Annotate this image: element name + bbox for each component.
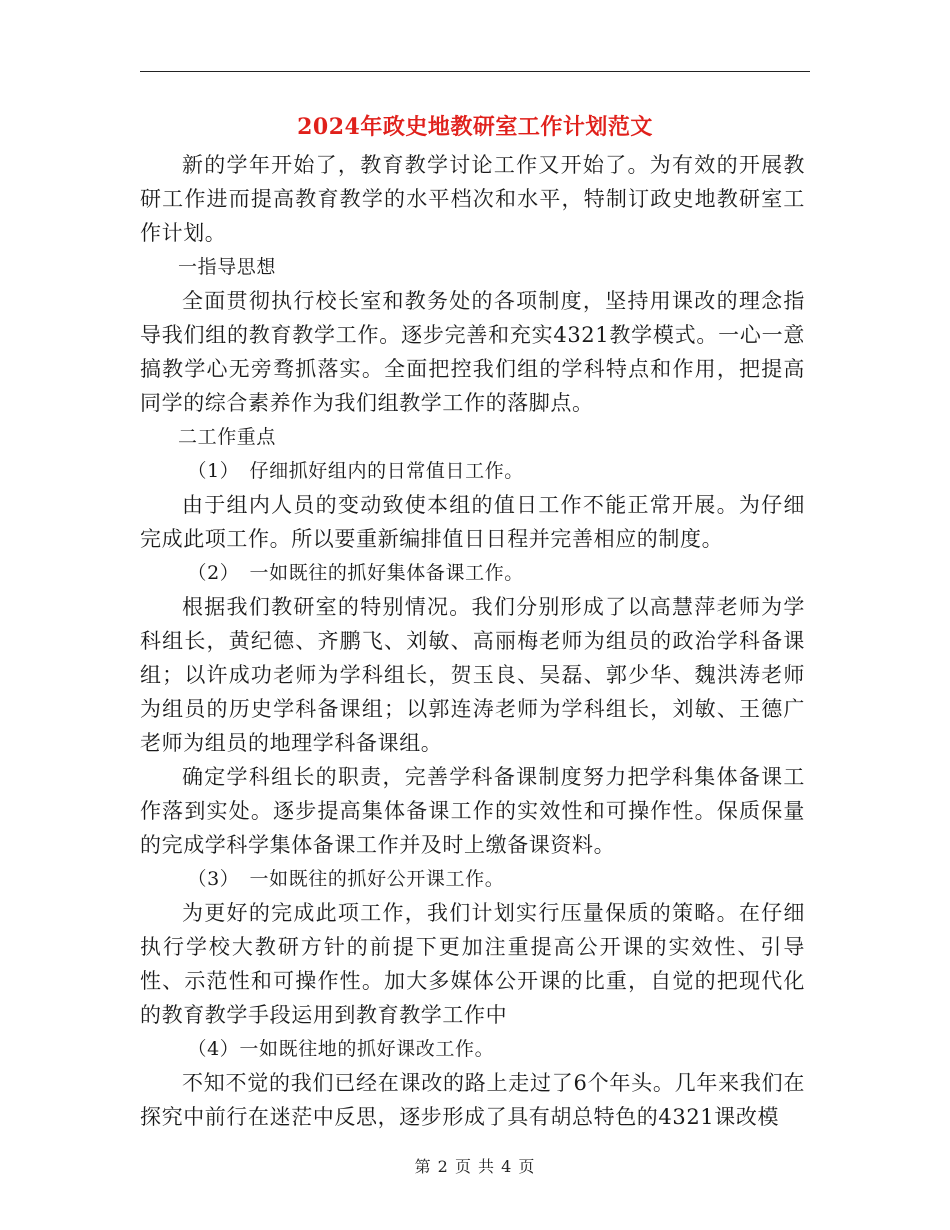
lesson-prep-duties-paragraph: 确定学科组长的职责，完善学科备课制度努力把学科集体备课工作落到实处。逐步提高集体备课工作的实效性和可操作性。保质保量的完成学科学集体备课工作并及时上缴备课资料。 <box>140 765 805 857</box>
subheading-curriculum-reform: （4）一如既往地的抓好课改工作。 <box>187 1038 495 1060</box>
subheading-collective-lesson-prep: （2） 一如既往的抓好集体备课工作。 <box>187 562 524 584</box>
guiding-ideology-paragraph: 全面贯彻执行校长室和教务处的各项制度，坚持用课改的理念指导我们组的教育教学工作。逐步完善和充实4321教学模式。一心一意搞教学心无旁骛抓落实。全面把控我们组的学科特点和作用，把提高同学的综合素养作为我们组教学工作的落脚点。 <box>140 289 805 415</box>
document-body <box>140 148 805 1134</box>
duty-work-paragraph: 由于组内人员的变动致使本组的值日工作不能正常开展。为仔细完成此项工作。所以要重新编排值日日程并完善相应的制度。 <box>140 493 805 551</box>
header-rule <box>140 71 810 72</box>
section-heading-work-focus: 二工作重点 <box>178 426 277 448</box>
curriculum-reform-paragraph: 不知不觉的我们已经在课改的路上走过了6个年头。几年来我们在探究中前行在迷茫中反思，逐步形成了具有胡总特色的4321课改模 <box>140 1071 805 1129</box>
section-heading-guiding-ideology: 一指导思想 <box>178 256 277 278</box>
lesson-prep-groups-paragraph: 根据我们教研室的特别情况。我们分别形成了以高慧萍老师为学科组长，黄纪德、齐鹏飞、刘敏、高丽梅老师为组员的政治学科备课组；以许成功老师为学科组长，贺玉良、吴磊、郭少华、魏洪涛老师为组员的历史学科备课组；以郭连涛老师为学科组长，刘敏、王德广老师为组员的地理学科备课组。 <box>140 595 805 755</box>
open-class-paragraph: 为更好的完成此项工作，我们计划实行压量保质的策略。在仔细执行学校大教研方针的前提下更加注重提高公开课的实效性、引导性、示范性和可操作性。加大多媒体公开课的比重，自觉的把现代化的教育教学手段运用到教育教学工作中 <box>140 901 805 1027</box>
intro-paragraph: 新的学年开始了，教育教学讨论工作又开始了。为有效的开展教研工作进而提高教育教学的水平档次和水平，特制订政史地教研室工作计划。 <box>140 153 805 245</box>
document-title: 2024年政史地教研室工作计划范文 <box>297 114 653 140</box>
subheading-duty-work: （1） 仔细抓好组内的日常值日工作。 <box>187 460 524 482</box>
page-footer: 第 2 页 共 4 页 <box>414 1157 536 1176</box>
subheading-open-class: （3） 一如既往的抓好公开课工作。 <box>187 868 505 890</box>
